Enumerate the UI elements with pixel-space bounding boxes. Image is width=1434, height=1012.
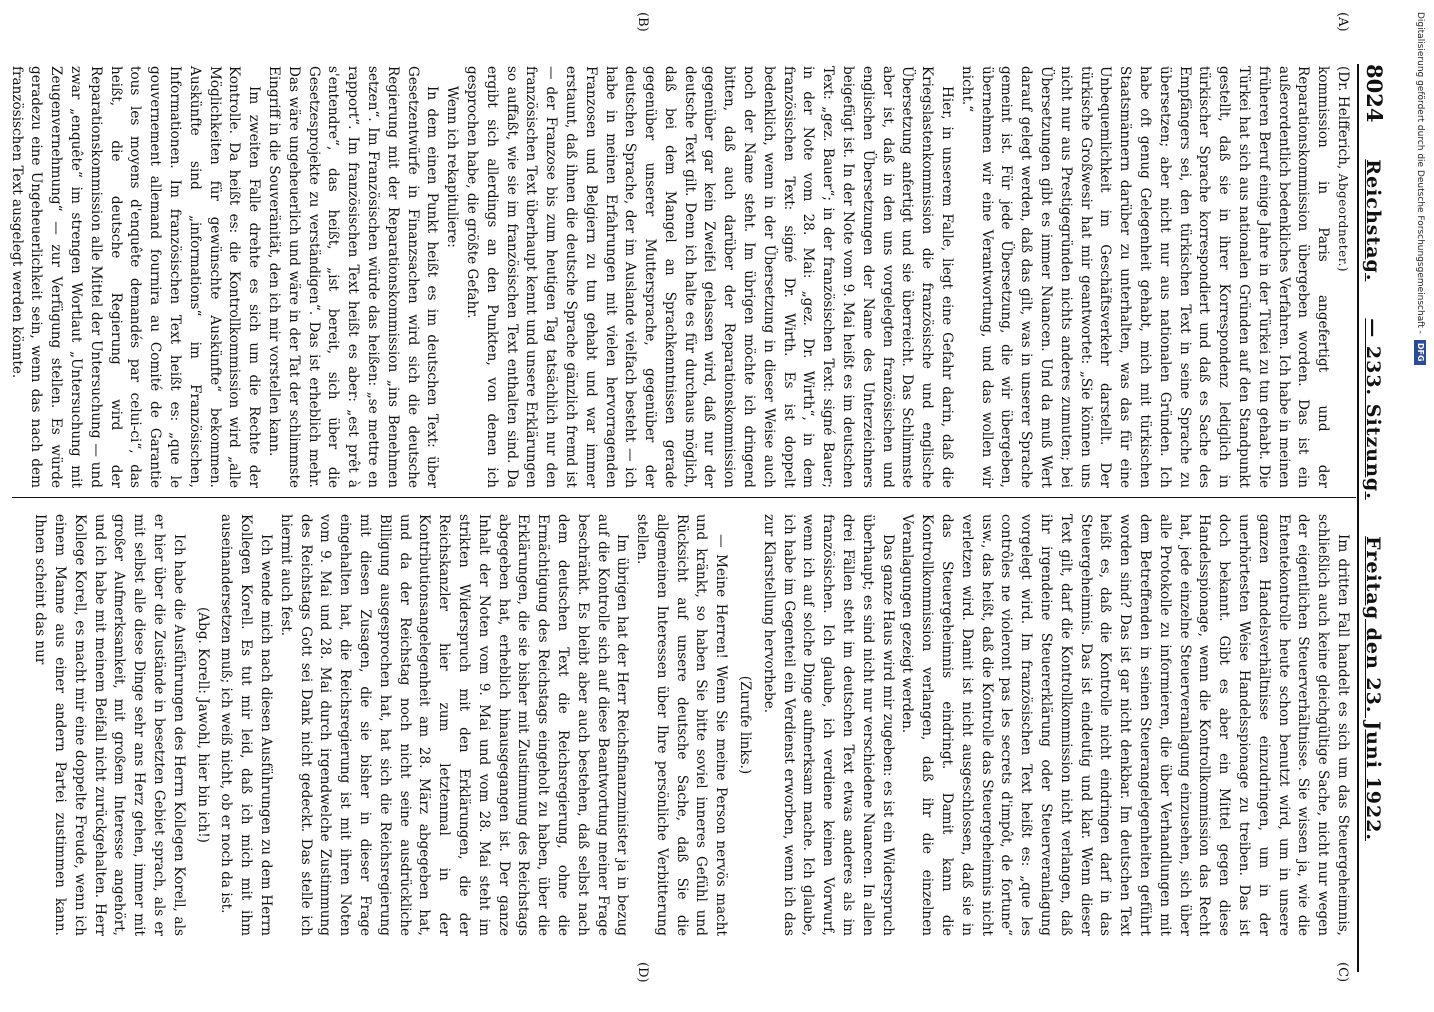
left-paragraph-3: Wenn ich rekapituliere:	[444, 86, 461, 248]
speaker-role: Abgeordneter.)	[1336, 173, 1350, 273]
header-session: — 233. Sitzung.	[1362, 318, 1384, 500]
right-paragraph-1: Im dritten Fall handelt es sich um das Steuergeheimnis, schließlich auch keine gleichgültige Sache, nicht nur wegen der eigentlichen Steuerverhältnisse. Sie wissen ja, wie die Ententekontrolle heute schon benutzt wird, um in unsere ganzen Handelsverhältnisse einzudringen, um in der unerhörtesten Weise Handelsspionage zu treiben. Das ist doch bekannt. Gibt es aber ein Mittel gegen diese Handelsspionage, wenn die Kontrollkommission das Recht hat, jede einzelne Steuerveranlagung einzusehen, sich über alle Protokolle zu informieren, die über Verhandlungen mit dem Betreffenden in seinen Steuerangelegenheiten geführt worden sind? Das ist gar nicht denkbar. Im deutschen Text heißt es, daß die Kontrolle nicht eindringen darf in das Steuergeheimnis. Das ist eindeutig und klar. Wenn dieser Text gilt, darf die Kontrollkommission nicht verlangen, daß ihr irgendeine Steuererklärung oder Steuerveranlagung vorgelegt wird. Im französischen Text heißt es: „que les contrôles ne violeront pas les secrets d'impôt, de fortune“ usw., das heißt, daß die Kontrolle das Steuergeheimnis nicht verletzen wird. Damit ist nicht ausgeschlossen, daß sie in das Steuergeheimnis eindringt. Damit kann die Kontrollkommission verlangen, daß ihr die einzelnen Veranlagungen gezeigt werden.	[899, 514, 1351, 936]
speaker-name: (Dr. Helfferich,	[1335, 66, 1351, 170]
interjection-korell: (Abg. Korell: Jawohl, hier bin ich!)	[194, 607, 211, 843]
header-left-title: Reichstag.	[1362, 159, 1384, 282]
left-paragraph-2: Hier, in unserem Falle, liegt eine Gefahr darin, daß die Kriegslastenkommission die französische und englische Übersetzung anfertigt und sie überreicht. Das Schlimmste aber ist, daß in den uns vorgelegten französischen und englischen Übersetzungen der Name des Unterzeichners beigefügt ist. In der Note vom 9. Mai heißt es im deutschen Text: „gez. Bauer“; in der französischen Text: signé Bauer; in der Note vom 28. Mai: „gez. Dr. Wirth“, in dem französischen Text: signé Dr. Wirth. Es ist doppelt bedenklich, wenn in der Übersetzung in dieser Weise auch noch der Name steht. Im übrigen möchte ich dringend bitten, daß auch darüber der Reparationskommission gegenüber gar kein Zweifel gelassen wird, daß nur der deutsche Text gilt. Denn ich halte es für durchaus möglich, daß bei dem Mangel an Sprachkenntnissen gerade gegenüber unserer Muttersprache, gegenüber der deutschen Sprache, der im Auslande vielfach besteht — ich habe in meinen Erfahrungen mit vielen hervorragenden Franzosen und Belgiern zu tun gehabt und war immer erstaunt, daß ihnen die deutsche Sprache gänzlich fremd ist — der Franzose bis zum heutigen Tag tatsächlich nur den französischen Text überhaupt kennt und unsere Erklärungen so auffaßt, wie sie im französischen Text enthalten sind. Da ergibt sich allerdings an den Punkten, von denen ich gesprochen habe, die größte Gefahr.	[463, 66, 956, 488]
right-paragraph-2: Das ganze Haus wird mir zugeben: es ist ein Widerspruch überhaupt; es sind nicht nur verschiedene Nuancen. In allen drei Fällen steht im deutschen Text etwas anderes als im französischen. Ich glaube, ich verdiene keinen Vorwurf, wenn ich auf solche Dinge aufmerksam mache. Ich glaube, ich habe im Gegenteil ein Verdienst erworben, wenn ich das zur Klarstellung hervorhebe.	[760, 514, 896, 936]
margin-marker-b: (B)	[635, 12, 650, 32]
margin-marker-d: (D)	[635, 962, 650, 983]
page-number: 8024	[1362, 64, 1387, 123]
side-credit	[1410, 0, 1430, 1012]
dfg-logo: DFG	[1414, 340, 1426, 365]
page-header	[1357, 64, 1396, 972]
left-paragraph-4: In dem einen Punkt heißt es im deutschen Text: über Gesetzentwürfe in Finanzsachen wird sich die deutsche Regierung mit der Reparationskommission „ins Benehmen setzen“. Im Französischen würde das heißen: „se mettre en rapport“. Im französischen Text heißt es aber: „est prêt à s'entendre“, das heißt, „ist bereit, sich über die Gesetzesprojekte zu verständigen“. Das ist erheblich mehr. Das wäre ungeheuerlich und wäre in der Tat der schlimmste Eingriff in die Souveränität, den ich mir vorstellen kann.	[265, 66, 441, 488]
right-paragraph-3: — Meine Herren! Wenn Sie meine Person nervös macht und kränkt, so haben Sie bitte soviel inneres Gefühl und Rücksicht auf unsere deutsche Sache, daß Sie die allgemeinen Interessen über Ihre persönliche Verbitterung stellen.	[634, 514, 730, 936]
right-paragraph-4: Im übrigen hat der Herr Reichsfinanzminister ja in bezug auf die Kontrolle sich auf diese Beantwortung meiner Frage beschränkt. Es bleibt aber auch bestehen, daß selbst nach dem deutschen Text die Reichsregierung, ohne die Ermächtigung des Reichstags eingeholt zu haben, über die Erklärungen, die sie bisher mit Zustimmung des Reichstags abgegeben hat, erheblich hinausgegangen ist. Der ganze Inhalt der Noten vom 9. Mai und vom 28. Mai steht im strikten Widerspruch mit den Erklärungen, die der Reichskanzler hier zum letztenmal in der Kontributionsangelegenheit am 28. März abgegeben hat, und da der Reichstag noch nicht seine ausdrückliche Billigung ausgesprochen hat, hat sich die Reichsregierung mit diesen Zusagen, die sie bisher in dieser Frage eingehalten hat, die Reichsregierung ist mit ihren Noten vom 9. Mai und 28. Mai durch irgendwelche Zustimmung des Reichstags Gott sei Dank nicht gedeckt. Das stelle ich hiermit auch fest.	[277, 514, 631, 936]
header-left	[1362, 64, 1387, 500]
side-credit-text: Digitalisierung gefördert durch die Deutsche Forschungsgemeinschaft -	[1415, 12, 1425, 334]
right-paragraph-6: Ich habe die Ausführungen des Herrn Kollegen Korell, als er hier über die Zustände in besetzten Gebiet sprach, als er mit selbst alle diese Dinge sehr ans Herz gehen, immer mit großer Aufmerksamkeit, mit großem Interesse angehört, und ich habe mit meinem Beifall nicht zurückgehalten. Herr Kollege Korell, es macht mir eine doppelte Freude, wenn ich einem Manne aus einer andern Partei zustimmen kann. Ihnen scheint das nur	[32, 514, 187, 936]
right-column	[29, 514, 1352, 936]
speaker-line	[1332, 66, 1352, 488]
left-paragraph-5: Im zweiten Falle drehte es sich um die Rechte der Kontrolle. Da heißt es: die Kontrollkommission wird „alle Möglichkeiten für gewünschte Auskünfte“ bekommen. Auskünfte sind „informations“ im Französischen, Informationen. Im französischen Text heißt es: „que le gouvernement allemand fournira au Comité de Garantie tous les moyens d'enquête demandés par celui-ci“, das heißt, die deutsche Regierung wird der Reparationskommission alle Mittel der Untersuchung — und zwar „enquête“ im strengen Wortlaut „Untersuchung mit Zeugenvernehmung“ — zur Verfügung stellen. Es würde geradezu eine Ungeheuerlichkeit sein, wenn das nach dem französischen Text ausgelegt werden könnte.	[8, 66, 263, 488]
left-paragraph-1: kommission in Paris angefertigt und der Reparationskommission übergeben worden. Das ist ein außerordentlich bedenkliches Verfahren. Ich habe in meinen früheren Beruf einige Jahre in der Türkei zu tun gehabt. Die Türkei hat sich aus nationalen Gründen auf den Standpunkt gestellt, daß sie in ihrer Korrespondenz lediglich in türkischer Sprache korrespondiert und daß es Sache des Empfängers sei, den türkischen Text in seine Sprache zu übersetzen; aber nicht nur aus nationalen Gründen. Ich habe oft genug Gelegenheit gehabt, mich mit türkischen Staatsmännern darüber zu unterhalten, was das für eine Unbequemlichkeit im Geschäftsverkehr darstellt. Der türkische Großwesir hat mir geantwortet: „Sie können uns nicht nur aus Prestigegründen nichts anderes zumuten; bei Übersetzungen gibt es immer Nuancen. Und da muß Wert darauf gelegt werden, daß das gilt, was in unserer Sprache gemeint ist. Für jede Übersetzung, die wir übergeben, übernehmen wir eine Verantwortung, und das wollen wir nicht.“	[958, 66, 1332, 488]
header-right	[1362, 536, 1384, 972]
left-column	[0, 66, 1352, 488]
header-date-title: Freitag den 23. Juni 1922.	[1362, 536, 1384, 842]
side-credit-strip	[1410, 0, 1434, 1000]
margin-marker-a: (A)	[1335, 12, 1350, 32]
right-paragraph-5: Ich wende mich nach diesen Ausführungen zu dem Herrn Kollegen Korell. Es tut mir leid, daß ich mich mit ihm auseinandersetzen muß; ich weiß nicht, ob er noch da ist.	[218, 514, 274, 936]
interjection-left: (Zurufe links.)	[737, 675, 754, 775]
margin-marker-c: (C)	[1335, 962, 1350, 983]
column-divider	[12, 497, 1356, 498]
